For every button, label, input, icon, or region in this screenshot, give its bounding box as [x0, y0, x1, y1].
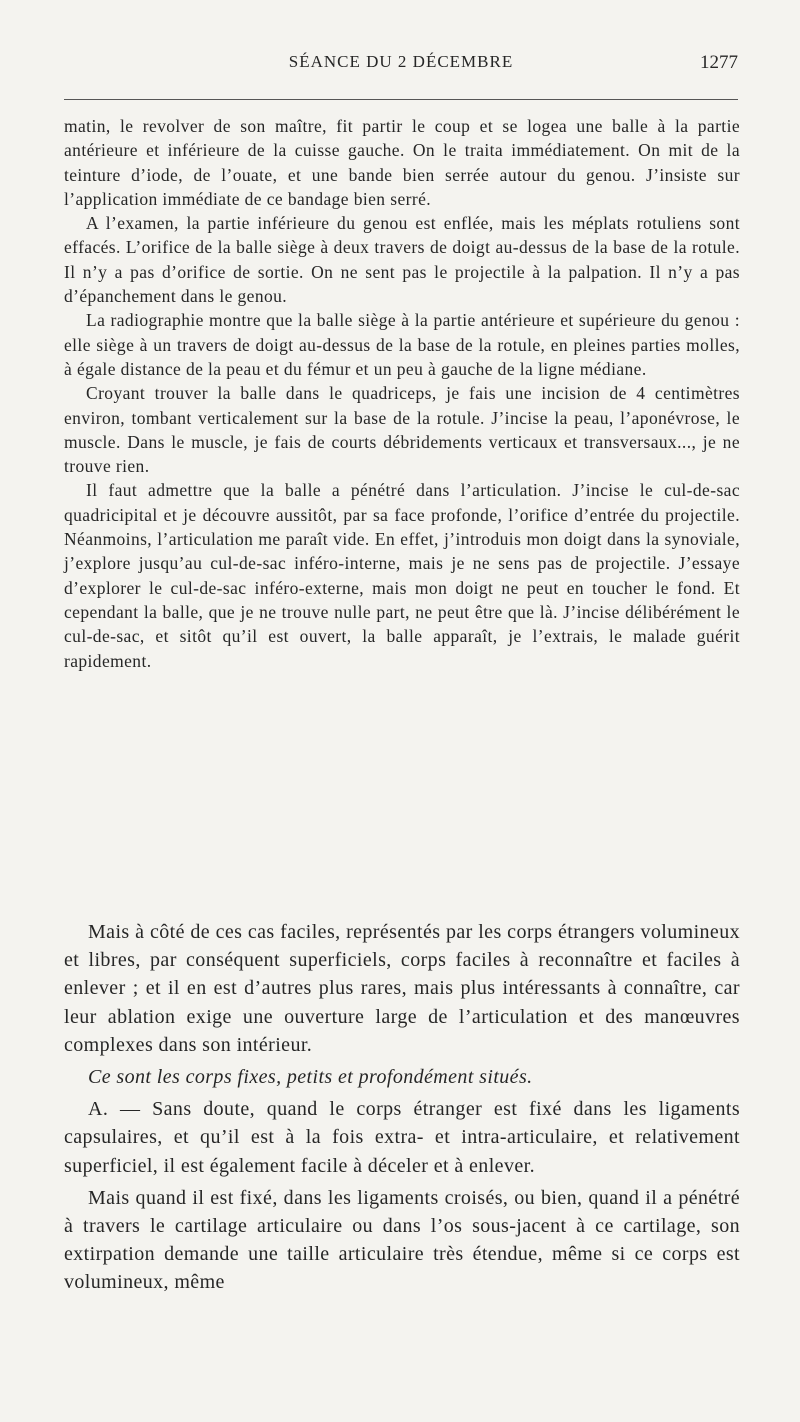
paragraph: A. — Sans doute, quand le corps étranger est fixé dans les ligaments capsulaires, et qu’il est à la fois extra- et intra-articulaire, et relativement superficiel, il est également facile à déceler et à enlever. [64, 1098, 740, 1177]
paragraph: Mais quand il est fixé, dans les ligaments croisés, ou bien, quand il a pénétré à travers le cartilage articulaire ou dans l’os sous-jacent à ce cartilage, son extirpation demande une taille articulaire très étendue, même si ce corps est volumineux, même [64, 1186, 740, 1294]
paragraph: A l’examen, la partie inférieure du genou est enflée, mais les méplats rotuliens sont effacés. L’orifice de la balle siège à deux travers de doigt au-dessus de la base de la rotule. Il n’y a pas d’orifice de sortie. On ne sent pas le projectile à la palpation. Il n’y a pas d’épanchement dans le genou. [64, 213, 740, 307]
italic-heading: Ce sont les corps fixes, petits et profondément situés. [88, 1066, 533, 1089]
case-report-text [64, 114, 740, 673]
page-number: 1277 [700, 52, 738, 73]
main-text [64, 918, 740, 1297]
paragraph: matin, le revolver de son maître, fit partir le coup et se logea une balle à la partie antérieure et inférieure de la cuisse gauche. On le traita immédiatement. On mit de la teinture d’iode, de l’ouate, et une bande bien serrée autour du genou. J’insiste sur l’application immédiate de ce bandage bien serré. [64, 116, 740, 209]
header-rule [64, 99, 738, 100]
paragraph: Il faut admettre que la balle a pénétré dans l’articulation. J’incise le cul-de-sac quadricipital et je découvre aussitôt, par sa face profonde, l’orifice d’entrée du projectile. Néanmoins, l’articulation me paraît vide. En effet, j’introduis mon doigt dans la synoviale, j’explore jusqu’au cul-de-sac inféro-interne, mais je ne sens pas de projectile. J’essaye d’explorer le cul-de-sac inféro-externe, mais mon doigt ne peut en toucher le fond. Et cependant la balle, que je ne trouve nulle part, ne peut être que là. J’incise délibérément le cul-de-sac, et sitôt qu’il est ouvert, la balle apparaît, je l’extrais, le malade guérit rapidement. [64, 480, 740, 671]
paragraph: Croyant trouver la balle dans le quadriceps, je fais une incision de 4 centimètres environ, tombant verticalement sur la base de la rotule. J’incise la peau, l’aponévrose, le muscle. Dans le muscle, je fais de courts débridements verticaux et transversaux..., je ne trouve rien. [64, 383, 740, 477]
paragraph: Mais à côté de ces cas faciles, représentés par les corps étrangers volumineux et libres, par conséquent superficiels, corps faciles à reconnaître et faciles à enlever ; et il en est d’autres plus rares, mais plus intéressants à connaître, car leur ablation exige une ouverture large de l’articulation et des manœuvres complexes dans son intérieur. [64, 921, 740, 1056]
running-title: SÉANCE DU 2 DÉCEMBRE [288, 52, 514, 71]
paragraph: La radiographie montre que la balle siège à la partie antérieure et supérieure du genou : elle siège à un travers de doigt au-dessus de la base de la rotule, en pleines parties molles, à égale distance de la peau et du fémur et un peu à gauche de la ligne médiane. [64, 310, 740, 379]
running-head [64, 52, 738, 78]
